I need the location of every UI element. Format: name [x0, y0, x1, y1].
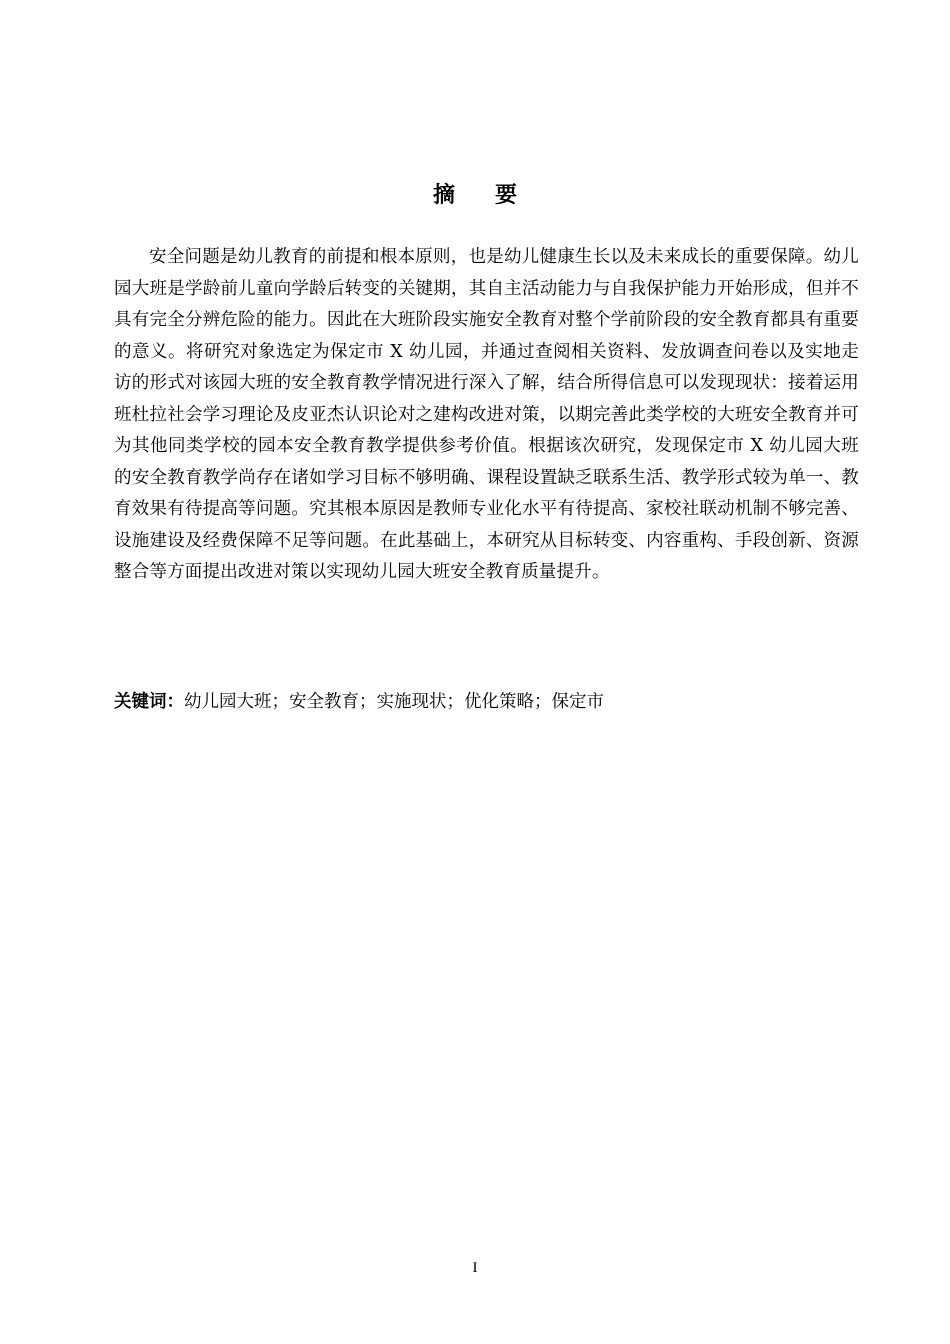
keywords-line: [114, 687, 859, 718]
keywords-list: 幼儿园大班；安全教育；实施现状；优化策略；保定市: [184, 692, 604, 712]
abstract-body: 安全问题是幼儿教育的前提和根本原则，也是幼儿健康生长以及未来成长的重要保障。幼儿园大班是学龄前儿童向学龄后转变的关键期，其自主活动能力与自我保护能力开始形成，但并不具有完全分辨危险的能力。因此在大班阶段实施安全教育对整个学前阶段的安全教育都具有重要的意义。将研究对象选定为保定市 X 幼儿园，并通过查阅相关资料、发放调查问卷以及实地走访的形式对该园大班的安全教育教学情况进行深入了解，结合所得信息可以发现现状：接着运用班杜拉社会学习理论及皮亚杰认识论对之建构改进对策，以期完善此类学校的大班安全教育并可为其他同类学校的园本安全教育教学提供参考价值。根据该次研究，发现保定市 X 幼儿园大班的安全教育教学尚存在诸如学习目标不够明确、课程设置缺乏联系生活、教学形式较为单一、教育效果有待提高等问题。究其根本原因是教师专业化水平有待提高、家校社联动机制不够完善、设施建设及经费保障不足等问题。在此基础上，本研究从目标转变、内容重构、手段创新、资源整合等方面提出改进对策以实现幼儿园大班安全教育质量提升。: [114, 247, 859, 582]
abstract-heading: [0, 178, 950, 214]
abstract-heading-char-2: 要: [495, 183, 518, 208]
abstract-heading-char-1: 摘: [432, 183, 455, 208]
keywords-label: 关键词：: [114, 692, 184, 712]
page-number: I: [472, 1260, 478, 1276]
